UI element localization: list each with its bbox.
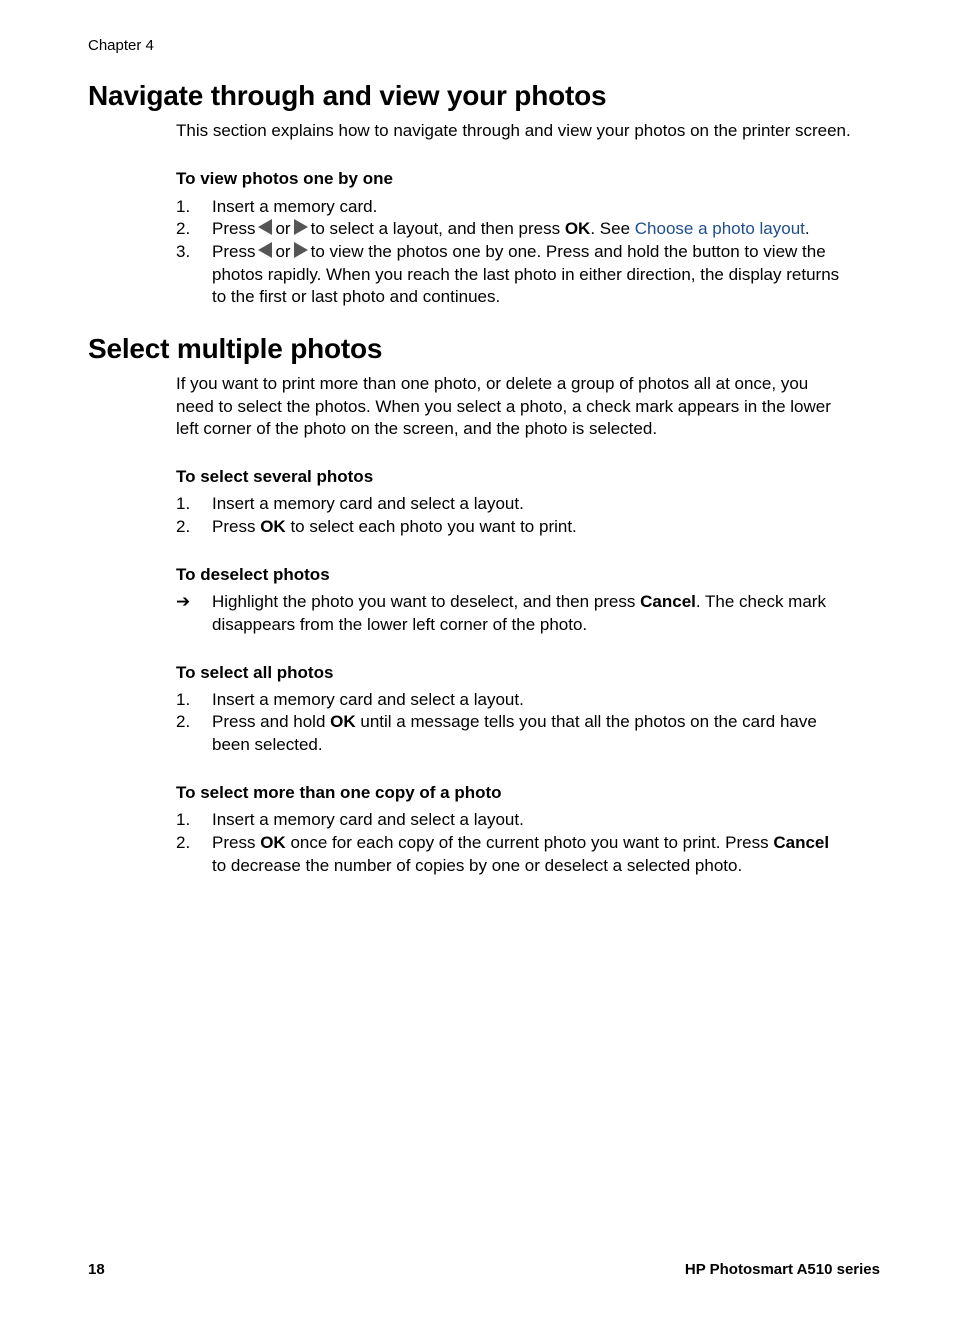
page-number: 18 bbox=[88, 1261, 105, 1278]
left-arrow-icon bbox=[258, 219, 272, 235]
step-text: Press OK once for each copy of the current photo you want to print. Press Cancel to decrease the number of copies by one or deselect a selected photo. bbox=[212, 833, 830, 875]
step-number: 1. bbox=[176, 197, 191, 216]
step-number: 3. bbox=[176, 242, 191, 261]
procedure-title: To select several photos bbox=[176, 467, 374, 486]
running-head: Chapter 4 bbox=[88, 37, 154, 54]
procedure-title: To select all photos bbox=[176, 663, 334, 682]
step-number: 2. bbox=[176, 517, 191, 536]
left-arrow-icon bbox=[258, 242, 272, 258]
step-number: 1. bbox=[176, 810, 191, 829]
step-text: Press and hold OK until a message tells you that all the photos on the card have been selected. bbox=[212, 712, 817, 754]
right-arrow-icon bbox=[294, 242, 308, 258]
section-title-select-multiple: Select multiple photos bbox=[88, 333, 383, 364]
step-number: 1. bbox=[176, 690, 191, 709]
procedure-title: To select more than one copy of a photo bbox=[176, 783, 502, 802]
step-text: Insert a memory card and select a layout. bbox=[212, 690, 524, 709]
section-title-navigate: Navigate through and view your photos bbox=[88, 80, 607, 111]
step-number: 2. bbox=[176, 219, 191, 238]
step-text: Insert a memory card and select a layout. bbox=[212, 494, 524, 513]
step-number: 2. bbox=[176, 712, 191, 731]
step-number: 1. bbox=[176, 494, 191, 513]
arrow-bullet-icon: ➔ bbox=[176, 592, 191, 611]
section-intro: If you want to print more than one photo, or delete a group of photos all at once, you need to select the photos. When you select a photo, a check mark appears in the lower left corner of the photo on the screen, and the photo is selected. bbox=[176, 374, 831, 438]
step-text: Highlight the photo you want to deselect, and then press Cancel. The check mark disappears from the lower left corner of the photo. bbox=[212, 592, 826, 634]
section-intro: This section explains how to navigate through and view your photos on the printer screen. bbox=[176, 121, 851, 140]
procedure-title: To view photos one by one bbox=[176, 169, 393, 188]
step-text: Press OK to select each photo you want to print. bbox=[212, 517, 577, 536]
choose-photo-layout-link[interactable]: Choose a photo layout bbox=[634, 219, 805, 238]
step-text: Insert a memory card. bbox=[212, 197, 378, 216]
product-name: HP Photosmart A510 series bbox=[684, 1261, 880, 1278]
procedure-title: To deselect photos bbox=[176, 565, 330, 584]
step-number: 2. bbox=[176, 833, 191, 852]
right-arrow-icon bbox=[294, 219, 308, 235]
step-text: Insert a memory card and select a layout. bbox=[212, 810, 524, 829]
step-text: Press or to view the photos one by one. Press and hold the button to view the photos rapidly. When you reach the last photo in either direction, the display returns to the first or last photo and continues. bbox=[212, 242, 840, 306]
step-text: Press or to select a layout, and then press OK. See Choose a photo layout. bbox=[212, 219, 810, 238]
